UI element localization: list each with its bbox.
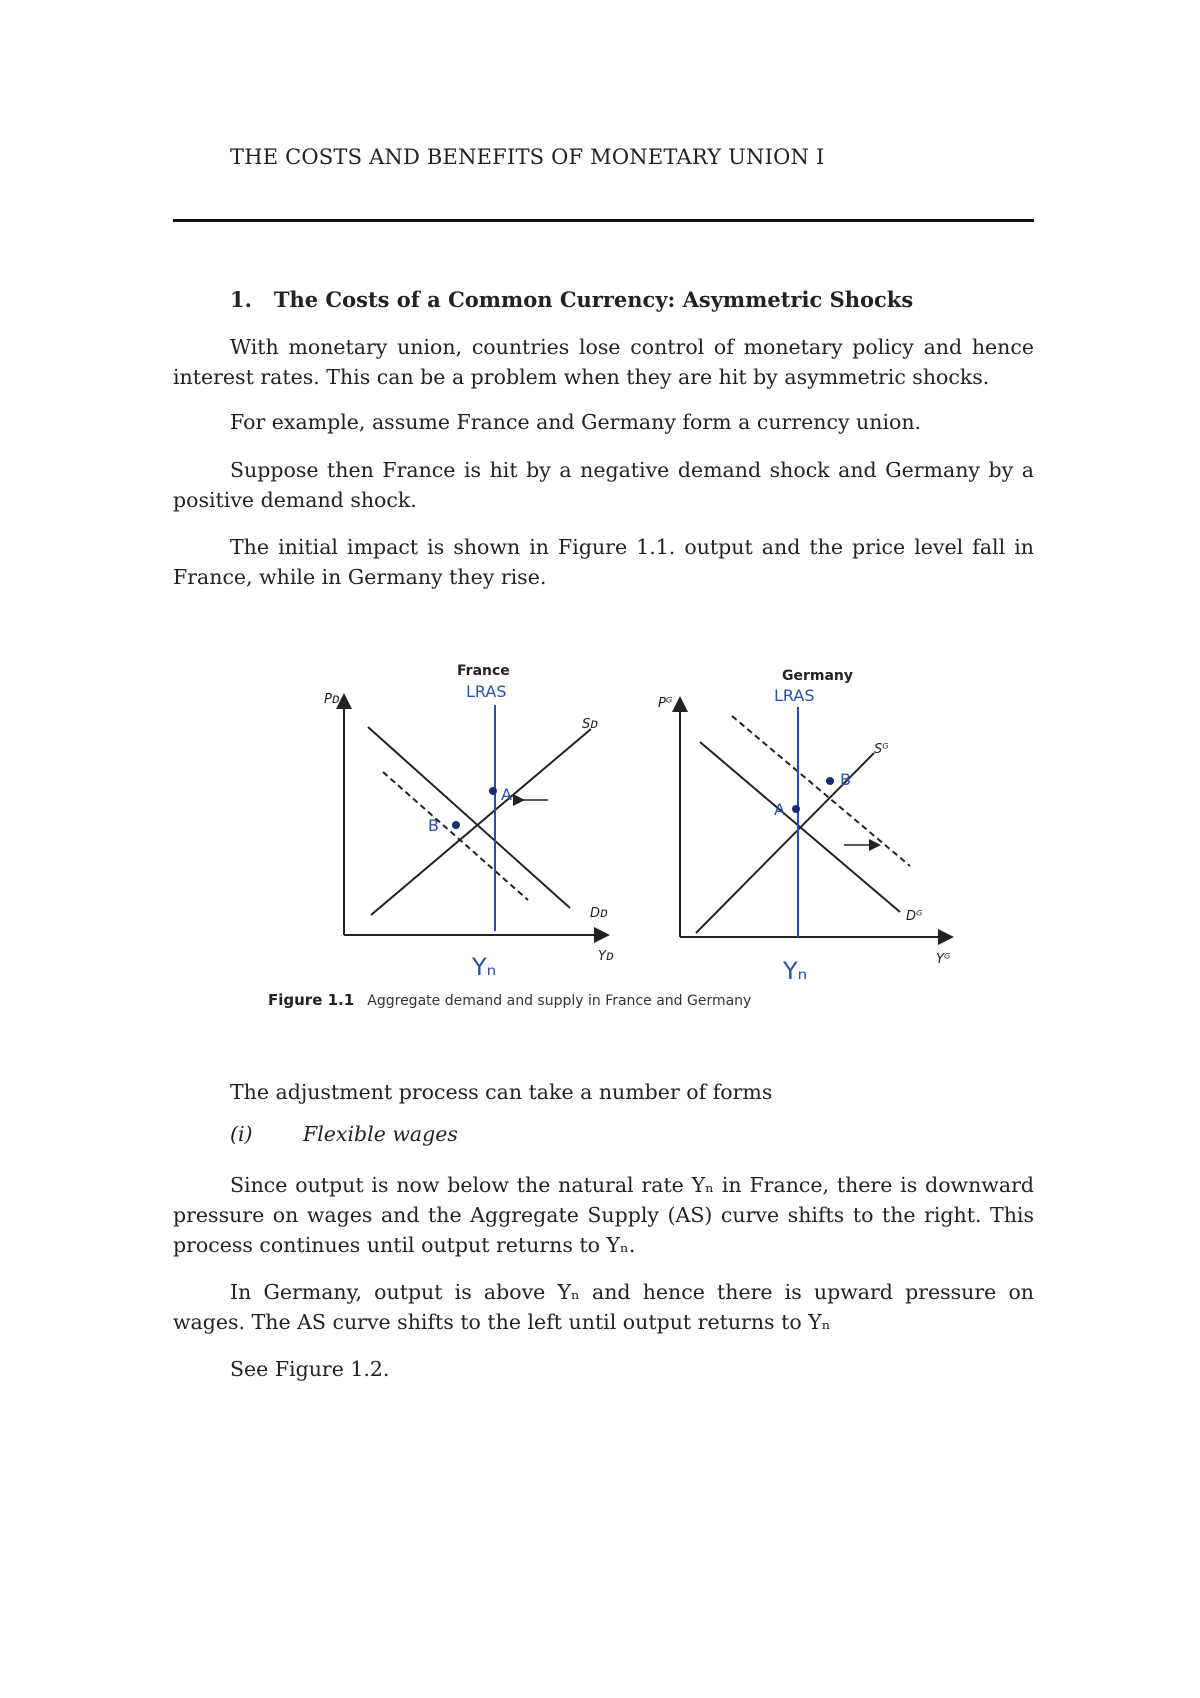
germany-point-b-label: B (840, 770, 851, 789)
france-supply-curve (371, 729, 591, 915)
paragraph-initial-impact: The initial impact is shown in Figure 1.1. output and the price level fall in France, while in Germany they rise. (173, 535, 1034, 589)
france-panel (324, 663, 614, 981)
figure-1-1-diagram (260, 655, 980, 1015)
germany-point-a (792, 805, 800, 813)
germany-y-axis-label: Pᴳ (658, 696, 673, 711)
france-point-b (452, 821, 460, 829)
france-point-a (489, 787, 497, 795)
germany-demand-curve (700, 742, 900, 912)
germany-panel (658, 668, 950, 985)
list-item-number: (i) (230, 1122, 253, 1146)
france-lras-label: LRAS (466, 682, 507, 701)
germany-natural-output-label: Yₙ (783, 957, 808, 985)
germany-supply-label: Sᴳ (874, 742, 889, 757)
germany-point-a-label: A (774, 800, 785, 819)
france-supply-label: Sᴅ (582, 717, 599, 732)
france-demand-curve (368, 727, 570, 908)
document-title: THE COSTS AND BENEFITS OF MONETARY UNION I (230, 145, 825, 169)
paragraph-example: For example, assume France and Germany form a currency union. (230, 410, 922, 434)
france-title: France (457, 663, 510, 679)
germany-title: Germany (782, 668, 854, 684)
figure-caption-label: Figure 1.1 (268, 991, 355, 1009)
figure-1-1 (260, 655, 980, 1015)
germany-x-axis-label: Yᴳ (936, 952, 951, 967)
list-item-title: Flexible wages (303, 1122, 458, 1146)
figure-caption-text: Aggregate demand and supply in France and Germany (367, 993, 752, 1009)
france-point-a-label: A (501, 785, 512, 804)
france-natural-output-label: Yₙ (472, 953, 497, 981)
france-point-b-label: B (428, 816, 439, 835)
paragraph-see-figure: See Figure 1.2. (230, 1357, 390, 1381)
france-x-axis-label: Yᴅ (598, 949, 614, 964)
paragraph-monetary-union: With monetary union, countries lose control of monetary policy and hence interest rates. This can be a problem when they are hit by asymmetric shocks. (173, 335, 1034, 389)
paragraph-shocks: Suppose then France is hit by a negative demand shock and Germany by a positive demand shock. (173, 458, 1034, 512)
title-divider (173, 219, 1034, 222)
germany-point-b (826, 777, 834, 785)
paragraph-germany-wages: In Germany, output is above Yₙ and hence there is upward pressure on wages. The AS curve shifts to the left until output returns to Yₙ (173, 1280, 1034, 1334)
germany-demand-label: Dᴳ (906, 909, 923, 924)
paragraph-adjustment: The adjustment process can take a number of forms (230, 1080, 773, 1104)
figure-caption (268, 990, 751, 1009)
france-demand-label: Dᴅ (590, 906, 608, 921)
france-y-axis-label: Pᴅ (324, 692, 340, 707)
paragraph-france-wages: Since output is now below the natural rate Yₙ in France, there is downward pressure on wages and the Aggregate Supply (AS) curve shifts to the right. This process continues until output returns to Yₙ. (173, 1173, 1034, 1257)
germany-lras-label: LRAS (774, 686, 815, 705)
section-heading: 1. The Costs of a Common Currency: Asymmetric Shocks (230, 287, 914, 312)
